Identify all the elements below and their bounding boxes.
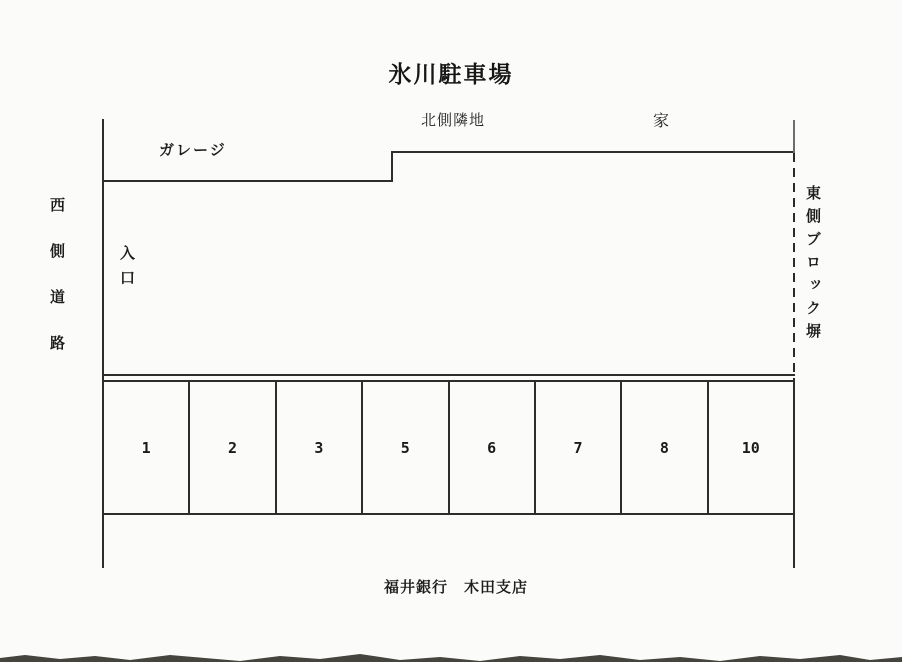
- parking-space-number: 5: [400, 438, 410, 457]
- parking-space: [361, 382, 447, 513]
- parking-space-number: 3: [314, 438, 324, 457]
- parking-space-number: 7: [573, 438, 583, 457]
- label-bank-landmark: 福井銀行 木田支店: [384, 579, 529, 596]
- parking-space-number: 8: [659, 438, 669, 457]
- north-boundary-line: [391, 151, 795, 153]
- label-house: 家: [653, 113, 670, 130]
- label-entrance: 入口: [120, 245, 136, 287]
- page-title: 氷川駐車場: [388, 61, 514, 87]
- label-west-side-road: 西側道路: [48, 197, 65, 381]
- boundary-step-line: [391, 152, 393, 182]
- garage-boundary-line: [102, 180, 393, 182]
- parking-space-number: 10: [741, 438, 760, 457]
- parking-space: [448, 382, 534, 513]
- parking-space-number: 2: [228, 438, 238, 457]
- parking-space: [620, 382, 706, 513]
- label-east-block-wall: 東側ブロック塀: [804, 185, 821, 346]
- parking-space: [534, 382, 620, 513]
- east-boundary-top-line: [793, 120, 795, 153]
- parking-space: [275, 382, 361, 513]
- parking-space: [104, 382, 188, 513]
- parking-space: [188, 382, 274, 513]
- east-block-wall-dashed-line: [793, 153, 795, 379]
- label-north-adjacent-land: 北側隣地: [421, 112, 486, 129]
- label-garage: ガレージ: [159, 142, 227, 159]
- scan-bottom-edge: [0, 653, 902, 662]
- parking-space-number: 1: [141, 438, 151, 457]
- lot-bottom-boundary-line: [102, 374, 795, 376]
- parking-space: [707, 382, 793, 513]
- parking-row: [102, 380, 795, 515]
- parking-space-number: 6: [487, 438, 497, 457]
